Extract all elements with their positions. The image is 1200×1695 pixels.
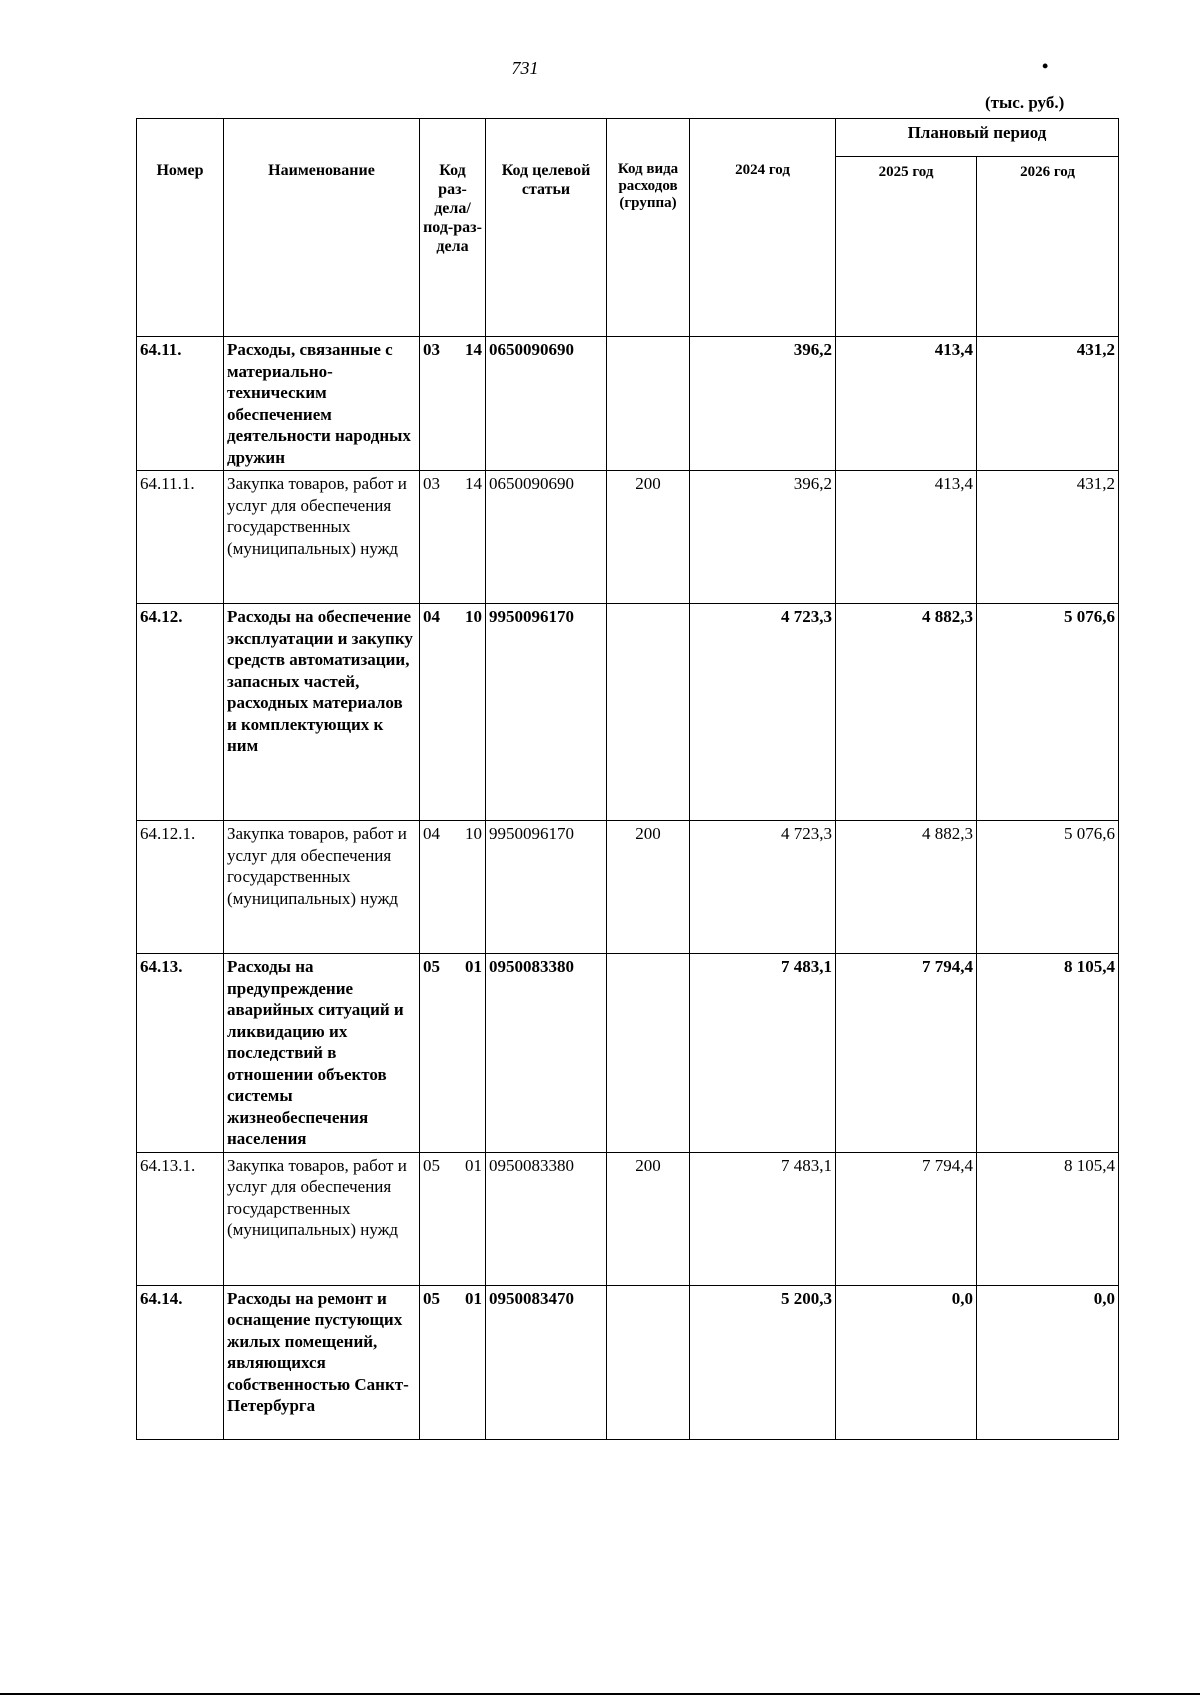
amount-2025: 4 882,3 [836,604,977,821]
amount-2025: 7 794,4 [836,1152,977,1285]
target-code: 0650090690 [486,471,607,604]
amount-2024: 7 483,1 [690,1152,836,1285]
units-label: (тыс. руб.) [985,93,1065,112]
subsection-code: 14 [465,474,482,493]
header-year-2025: 2025 год [836,157,977,337]
table-body [137,337,1119,1440]
row-number: 64.12. [137,604,224,821]
subsection-code: 01 [465,1288,482,1308]
page-number: 731 [511,58,539,78]
amount-2025: 4 882,3 [836,821,977,954]
subsection-code: 01 [465,957,482,976]
amount-2024: 7 483,1 [690,954,836,1153]
row-number: 64.13.1. [137,1152,224,1285]
header-expense-type: Код вида расходов (группа) [607,119,690,337]
header-number: Номер [137,119,224,337]
section-code: 03 [423,474,440,493]
expense-group: 200 [607,471,690,604]
target-code: 9950096170 [486,821,607,954]
amount-2026: 0,0 [977,1285,1119,1439]
section-code: 05 [423,1288,440,1308]
section-code-cell [420,337,486,471]
row-name: Расходы на предупреждение аварийных ситуаций и ликвидацию их последствий в отношении объектов системы жизнеобеспечения населения [224,954,420,1153]
header-year-2024: 2024 год [690,119,836,337]
header-section-code: Код раз-дела/ под-раз-дела [420,119,486,337]
expense-group: 200 [607,1152,690,1285]
row-name: Расходы на обеспечение эксплуатации и закупку средств автоматизации, запасных частей, расходных материалов и комплектующих к ним [224,604,420,821]
expense-group [607,1285,690,1439]
subsection-code: 01 [465,1155,482,1175]
row-name: Закупка товаров, работ и услуг для обеспечения государственных (муниципальных) нужд [224,1152,420,1285]
amount-2024: 396,2 [690,471,836,604]
row-name: Закупка товаров, работ и услуг для обеспечения государственных (муниципальных) нужд [224,471,420,604]
row-name: Расходы на ремонт и оснащение пустующих жилых помещений, являющихся собственностью Санкт-Петербурга [224,1285,420,1439]
amount-2025: 413,4 [836,471,977,604]
amount-2024: 4 723,3 [690,604,836,821]
expense-group [607,604,690,821]
section-code-cell [420,821,486,954]
section-code-cell [420,471,486,604]
target-code: 0650090690 [486,337,607,471]
subsection-code: 10 [465,607,482,626]
amount-2025: 413,4 [836,337,977,471]
table-row [137,1152,1119,1285]
target-code: 0950083380 [486,954,607,1153]
amount-2026: 431,2 [977,471,1119,604]
header-target-code: Код целевой статьи [486,119,607,337]
section-code: 04 [423,824,440,843]
section-code-cell [420,954,486,1153]
section-code: 03 [423,340,440,359]
row-name: Расходы, связанные с материально-техническим обеспечением деятельности народных дружин [224,337,420,471]
table-row [137,821,1119,954]
expense-group: 200 [607,821,690,954]
expense-group [607,954,690,1153]
amount-2026: 5 076,6 [977,604,1119,821]
target-code: 9950096170 [486,604,607,821]
budget-table [136,118,1119,1440]
row-number: 64.14. [137,1285,224,1439]
row-number: 64.13. [137,954,224,1153]
row-name: Закупка товаров, работ и услуг для обеспечения государственных (муниципальных) нужд [224,821,420,954]
section-code-cell [420,604,486,821]
table-row [137,1285,1119,1439]
header-planned-period: Плановый период [836,119,1119,157]
amount-2024: 396,2 [690,337,836,471]
table-row [137,471,1119,604]
amount-2025: 7 794,4 [836,954,977,1153]
subsection-code: 10 [465,824,482,843]
table-row [137,604,1119,821]
amount-2026: 5 076,6 [977,821,1119,954]
header-year-2026: 2026 год [977,157,1119,337]
amount-2026: 431,2 [977,337,1119,471]
target-code: 0950083470 [486,1285,607,1439]
corner-mark: • [1042,56,1049,76]
amount-2026: 8 105,4 [977,954,1119,1153]
section-code: 05 [423,957,440,976]
amount-2026: 8 105,4 [977,1152,1119,1285]
expense-group [607,337,690,471]
section-code: 05 [423,1155,440,1175]
target-code: 0950083380 [486,1152,607,1285]
amount-2024: 5 200,3 [690,1285,836,1439]
row-number: 64.12.1. [137,821,224,954]
amount-2024: 4 723,3 [690,821,836,954]
table-row [137,954,1119,1153]
amount-2025: 0,0 [836,1285,977,1439]
row-number: 64.11.1. [137,471,224,604]
subsection-code: 14 [465,340,482,359]
section-code: 04 [423,607,440,626]
row-number: 64.11. [137,337,224,471]
section-code-cell [420,1152,486,1285]
header-name: Наименование [224,119,420,337]
table-row [137,337,1119,471]
section-code-cell [420,1285,486,1439]
